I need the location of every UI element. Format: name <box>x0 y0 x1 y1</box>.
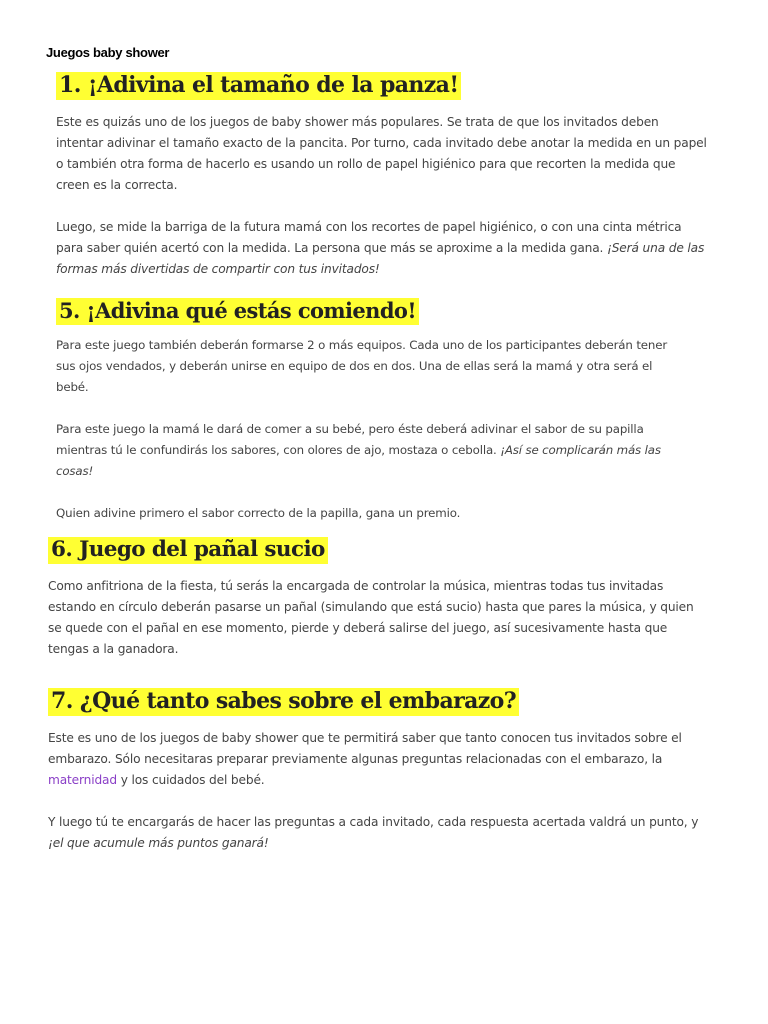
paragraph <box>48 576 718 660</box>
section-guess-food <box>56 298 696 524</box>
paragraph <box>56 335 696 398</box>
italic-text: formas más divertidas de compartir con tus invitados! <box>56 261 380 276</box>
section-pregnancy-quiz <box>48 688 718 854</box>
text-line: para saber quién acertó con la medida. La persona que más se aproxime a la medida gana. <box>56 240 607 255</box>
text-line: embarazo. Sólo necesitaras preparar previamente algunas preguntas relacionadas con el embarazo, la <box>48 751 663 766</box>
text-line: sus ojos vendados, y deberán unirse en equipo de dos en dos. Una de ellas será la mamá y otra será el <box>56 358 653 373</box>
text-line: creen es la correcta. <box>56 177 178 192</box>
paragraph <box>56 217 716 280</box>
italic-text: ¡Será una de las <box>606 240 705 255</box>
text-line: o también otra forma de hacerlo es usando un rollo de papel higiénico para que recorten la medida que <box>56 156 676 171</box>
section-heading: 5. ¡Adivina qué estás comiendo! <box>56 298 419 325</box>
paragraph <box>48 728 718 791</box>
text-line: se quede con el pañal en ese momento, pierde y deberá salirse del juego, así sucesivamente hasta que <box>48 621 668 636</box>
italic-text: ¡el que acumule más puntos ganará! <box>48 835 269 850</box>
text-line: Para este juego también deberán formarse 2 o más equipos. Cada uno de los participantes deberán tener <box>56 337 668 352</box>
text-line: Quien adivine primero el sabor correcto de la papilla, gana un premio. <box>56 505 461 520</box>
text-line: bebé. <box>56 379 89 394</box>
text-line: Luego, se mide la barriga de la futura mamá con los recortes de papel higiénico, o con una cinta métrica <box>56 219 682 234</box>
text-line: y los cuidados del bebé. <box>116 772 265 787</box>
paragraph <box>56 503 696 524</box>
text-line: intentar adivinar el tamaño exacto de la pancita. Por turno, cada invitado debe anotar la medida en un papel <box>56 135 707 150</box>
section-belly-size <box>56 72 716 280</box>
text-line: mientras tú le confundirás los sabores, con olores de ajo, mostaza o cebolla. <box>56 442 501 457</box>
paragraph <box>56 112 716 196</box>
text-line: Para este juego la mamá le dará de comer a su bebé, pero éste deberá adivinar el sabor de su papilla <box>56 421 644 436</box>
text-line: Este es quizás uno de los juegos de baby shower más populares. Se trata de que los invitados deben <box>56 114 659 129</box>
text-line: estando en círculo deberán pasarse un pañal (simulando que está sucio) hasta que pares la música, y quien <box>48 600 694 615</box>
italic-text: ¡Así se complicarán más las <box>500 442 661 457</box>
text-line: Este es uno de los juegos de baby shower que te permitirá saber que tanto conocen tus invitados sobre el <box>48 730 682 745</box>
paragraph <box>48 812 718 854</box>
section-heading: 1. ¡Adivina el tamaño de la panza! <box>56 72 461 100</box>
italic-text: cosas! <box>56 463 94 478</box>
section-heading: 7. ¿Qué tanto sabes sobre el embarazo? <box>48 688 519 716</box>
maternidad-link[interactable]: maternidad <box>48 772 117 787</box>
text-line: tengas a la ganadora. <box>48 642 179 657</box>
document-title: Juegos baby shower <box>46 45 170 60</box>
paragraph <box>56 419 696 482</box>
text-line: Como anfitriona de la fiesta, tú serás la encargada de controlar la música, mientras todas tus invitadas <box>48 579 664 594</box>
section-dirty-diaper <box>48 537 718 660</box>
section-heading: 6. Juego del pañal sucio <box>48 537 328 564</box>
text-line: Y luego tú te encargarás de hacer las preguntas a cada invitado, cada respuesta acertada valdrá un punto, y <box>48 814 699 829</box>
